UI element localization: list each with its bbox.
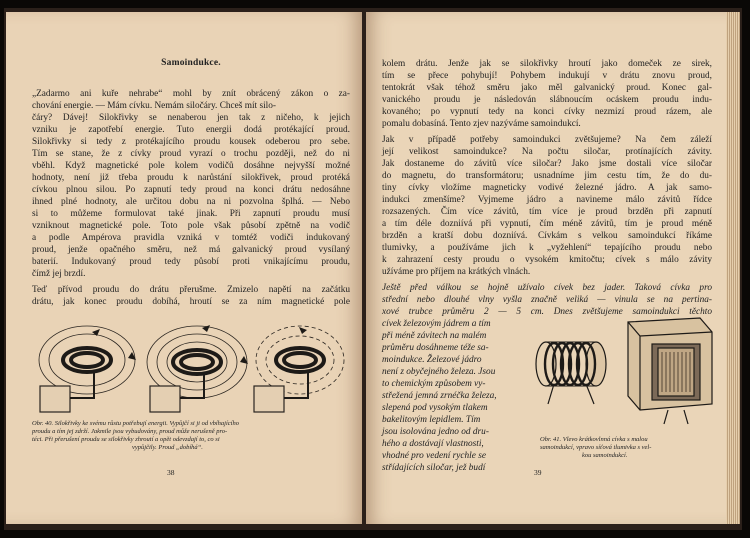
italic-text-line: při méně závitech na malém: [382, 331, 487, 341]
section-title: Samoindukce.: [161, 58, 221, 68]
italic-text-line: střední nebo dlouhé vlny vyšla značně veliká — vinula se na pertina-: [382, 295, 712, 305]
text-line: k zahrazení cesty proudu o vysokém kmitočtu; cívek s málo závity: [382, 255, 712, 265]
italic-text-line: bakelitovým lepidlem. Tím: [382, 415, 481, 425]
text-line: pomalu dobasíná. Tento zjev nazýváme samoindukcí.: [382, 119, 581, 129]
text-line: užíváme pro příjem na krátkých vlnách.: [382, 267, 531, 277]
text-line: hodnoty, není již třeba proudu k narůstání silokřivek, proud protéká: [32, 173, 350, 183]
figure-40-caption-line: proudu a tím jej zdrží. Jakmile jsou vybudovány, proud může nerušeně pro-: [32, 428, 228, 435]
text-line: kovaného; po vypnutí tedy na konci cívky nezmizí proud rázem, ale: [382, 107, 712, 117]
text-line: tiny cívky vložíme magneticky vodivé železné jádro. A jak samo-: [382, 183, 712, 193]
text-line: drátu, jak konec proudu dobíhá, hroutí se za ním magnetické pole: [32, 297, 350, 307]
text-line: proud, jenže opačného směru, než má galvanický proud vysílaný: [32, 245, 350, 255]
text-line: rozsazených. Čím více závitů, tím více je proud brzděn při zapnutí: [382, 207, 712, 217]
figure-41-caption-line: kou samoindukcí.: [582, 452, 628, 459]
text-line: vzniknout magnetické pole. Toto pole však působí zpětně na vodič: [32, 221, 350, 231]
italic-text-line: cívek železovým jádrem a tím: [382, 319, 491, 329]
figure-40-caption-line: vypůjčily. Proud „dobíhá“.: [132, 444, 203, 451]
text-line: si to můžeme formulovat také jinak. Při zapnutí proudu musí: [32, 209, 350, 219]
text-line: tlumivky, a používáme jich k „vyžehlení“ tepajícího proudu nebo: [382, 243, 712, 253]
italic-text-line: Ještě před válkou se hojně užívalo cívek bez jader. Taková cívka pro: [382, 283, 712, 293]
figure-41-caption-line: samoindukcí, vpravo síťová tlumivka s vel-: [540, 444, 652, 451]
text-line: Silokřivky si tedy z protékajícího proudu kousek odeberou pro sebe.: [32, 137, 350, 147]
right-page: [366, 12, 726, 524]
text-line: vběhl. Když magnetické pole kolem vodičů dosáhne nejvyšší možné: [32, 161, 350, 171]
left-page: [6, 12, 362, 524]
text-line: její velikost samoindukce? Na počtu siločar, protínajících závity.: [382, 147, 712, 157]
italic-text-line: to chemickým způsobem vy-: [382, 379, 486, 389]
page-number: 38: [167, 468, 175, 477]
text-line: cívkou plnou silou. Po zapnutí tedy proud na konci drátu nedosáhne: [32, 185, 350, 195]
italic-text-line: vhodné pro vedení rychle se: [382, 451, 486, 461]
figure-40-caption-line: téci. Při přerušení proudu se silokřivky zhroutí a opět odevzdají to, co si: [32, 436, 220, 443]
text-line: a tím déle dozniívá při vypnutí, čím méně závitů, tím je proud méně: [382, 219, 712, 229]
text-line: tentokrát však téhož směru jako měl galvanický proud. Konec gal-: [382, 83, 712, 93]
text-line: čímž jej brzdí.: [32, 269, 86, 279]
figure-40-caption-line: Obr. 40. Silokřivky ke svému růstu potřebují energii. Vypůjčí si ji od vbíhajícího: [32, 420, 239, 427]
text-line: chování energie. — Mám cívku. Nemám siločáry. Chceš mít silo-: [32, 101, 276, 111]
italic-text-line: hého a dostávají vlastnosti,: [382, 439, 484, 449]
text-line: baterií. Indukovaný proud tedy působí proti vnikajícímu proudu,: [32, 257, 350, 267]
page-number: 39: [534, 468, 542, 477]
figure-41-caption-line: Obr. 41. Vlevo krátkovlnná cívka s malou: [540, 436, 648, 443]
italic-text-line: není z obyčejného železa. Jsou: [382, 367, 496, 377]
text-line: indukci zmenšíme? Vyjmeme jádro a navineme málo závitů řídce: [382, 195, 712, 205]
text-line: Teď přívod proudu do drátu přerušme. Zmizelo napětí na začátku: [32, 285, 350, 295]
book-spread: [4, 8, 742, 530]
text-line: kolem drátu. Jenže jak se silokřivky hroutí jako domeček ze sirek,: [382, 59, 712, 69]
text-line: „Zadarmo ani kuře nehrabe“ mohl by znít obrácený zákon o za-: [32, 89, 350, 99]
text-line: ihned plné hodnoty, ale určitou dobu na ni pozvolna šplhá. — Nebo: [32, 197, 350, 207]
text-line: Jak v případě potřeby samoindukci zvětšujeme? Na čem záleží: [382, 135, 712, 145]
text-line: brzděn a kratší dobu dozniívá. Cívkám s velkou samoindukcí říkáme: [382, 231, 712, 241]
italic-text-line: xové trubce průměru 2 — 5 cm. Dnes zvětšujeme samoindukci těchto: [382, 307, 712, 317]
text-line: a podle Ampérova pravidla vzniká v tomtéž vodiči indukovaný: [32, 233, 350, 243]
italic-text-line: průměru dosáhneme téže sa-: [382, 343, 489, 353]
italic-text-line: slepená pod vysokým tlakem: [382, 403, 488, 413]
text-line: do magnetu, do transformátoru; usnadníme jim cestu tím, že do du-: [382, 171, 712, 181]
text-line: čáry? Dávej! Silokřivky se nenaberou jen tak z ničeho, k jejich: [32, 113, 350, 123]
figure-41-coil-and-choke-illustration: [528, 312, 714, 428]
text-line: vzniku je zapotřebí energie. Tuto energii dodá protékající proud.: [32, 125, 350, 135]
italic-text-line: jsou isolována jedno od dru-: [382, 427, 489, 437]
text-line: Jak dostaneme do závitů více siločar? Jako jsme dostali více siločar: [382, 159, 712, 169]
page-edges: [726, 12, 740, 524]
figure-40-coils-illustration: [32, 312, 350, 418]
text-line: vanického proudu je následován slábnoucím ocáskem proudu indu-: [382, 95, 712, 105]
italic-text-line: moindukce. Železové jádro: [382, 355, 482, 365]
italic-text-line: střídajících siločar, jež budí: [382, 463, 486, 473]
text-line: tím se přece pohybují! Pohybem indukují v drátu znovu proud,: [382, 71, 712, 81]
text-line: Tím se stane, že z cívky proud vyrazí o trochu později, než do ni: [32, 149, 350, 159]
italic-text-line: střežená jemná zrnéčka železa,: [382, 391, 497, 401]
